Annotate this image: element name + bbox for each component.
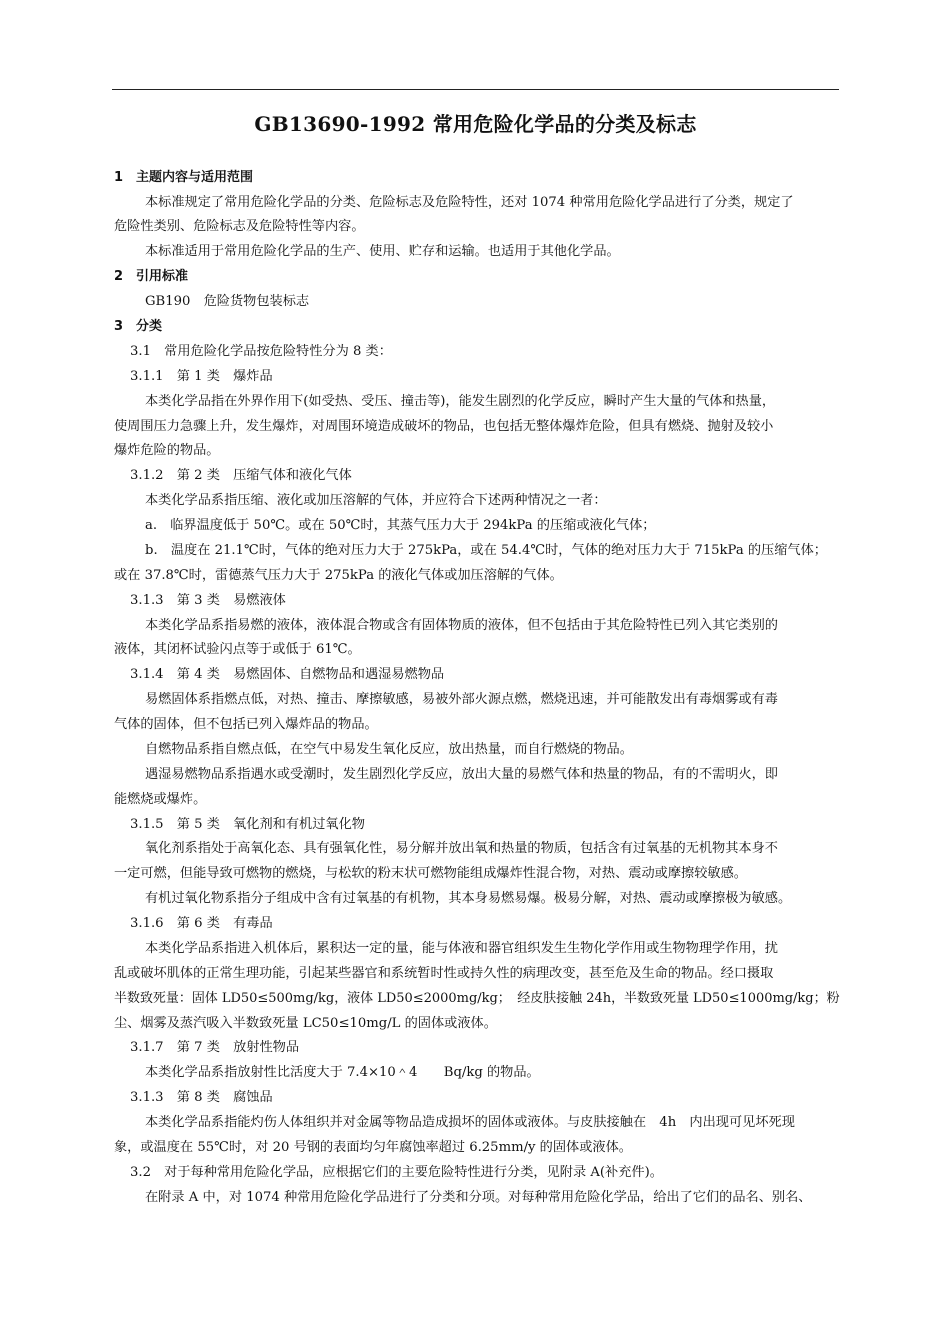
paragraph-line: 半数致死量：固体 LD50≤500mg/kg，液体 LD50≤2000mg/kg； 经皮肤接触 24h，半数致死量 LD50≤1000mg/kg；粉 <box>114 991 840 1006</box>
paragraph-line: 一定可燃，但能导致可燃物的燃烧，与松软的粉末状可燃物能组成爆炸性混合物，对热、震动或摩擦较敏感。 <box>114 866 747 881</box>
paragraph-line: 有机过氧化物系指分子组成中含有过氧基的有机物，其本身易燃易爆。极易分解，对热、震动或摩擦极为敏感。 <box>145 891 792 906</box>
clause-line: 3.2 对于每种常用危险化学品，应根据它们的主要危险特性进行分类，见附录 A(补充件)。 <box>130 1165 663 1180</box>
top-rule <box>112 89 839 90</box>
paragraph-line: 象，或温度在 55℃时，对 20 号钢的表面均匀年腐蚀率超过 6.25mm/y 的固体或液体。 <box>114 1140 632 1155</box>
paragraph-line: 本类化学品系指易燃的液体，液体混合物或含有固体物质的液体，但不包括由于其危险特性已列入其它类别的 <box>145 618 778 633</box>
paragraph-line: 液体，其闭杯试验闪点等于或低于 61℃。 <box>114 642 361 657</box>
paragraph-line: 本标准适用于常用危险化学品的生产、使用、贮存和运输。也适用于其他化学品。 <box>145 244 620 259</box>
subclause-heading: 3.1.6 第 6 类 有毒品 <box>130 916 273 931</box>
paragraph-line: 遇湿易燃物品系指遇水或受潮时，发生剧烈化学反应，放出大量的易燃气体和热量的物品，有的不需明火，即 <box>145 767 778 782</box>
subclause-heading: 3.1.4 第 4 类 易燃固体、自燃物品和遇湿易燃物品 <box>130 667 445 682</box>
paragraph-line: 危险性类别、危险标志及危险特性等内容。 <box>114 219 365 234</box>
subclause-heading: 3.1.3 第 3 类 易燃液体 <box>130 593 286 608</box>
paragraph-line: 本类化学品系指压缩、液化或加压溶解的气体，并应符合下述两种情况之一者： <box>145 493 607 508</box>
section-heading: 3 分类 <box>114 319 163 334</box>
paragraph-line: 尘、烟雾及蒸汽吸入半数致死量 LC50≤10mg/L 的固体或液体。 <box>114 1016 497 1031</box>
paragraph-line: 本类化学品系指能灼伤人体组织并对金属等物品造成损坏的固体或液体。与皮肤接触在 4h 内出现可见坏死现 <box>145 1115 795 1130</box>
subclause-heading: 3.1.2 第 2 类 压缩气体和液化气体 <box>130 468 352 483</box>
paragraph-line: 本类化学品系指进入机体后，累积达一定的量，能与体液和器官组织发生生物化学作用或生物物理学作用，扰 <box>145 941 778 956</box>
subclause-heading: 3.1.7 第 7 类 放射性物品 <box>130 1040 300 1055</box>
paragraph-line: 本标准规定了常用危险化学品的分类、危险标志及危险特性，还对 1074 种常用危险化学品进行了分类，规定了 <box>145 195 794 210</box>
subclause-heading: 3.1.1 第 1 类 爆炸品 <box>130 369 273 384</box>
paragraph-line: 在附录 A 中，对 1074 种常用危险化学品进行了分类和分项。对每种常用危险化学品，给出了它们的品名、别名、 <box>145 1190 812 1205</box>
clause-line: 3.1 常用危险化学品按危险特性分为 8 类： <box>130 344 392 359</box>
subclause-heading: 3.1.5 第 5 类 氧化剂和有机过氧化物 <box>130 817 365 832</box>
paragraph-line: 能燃烧或爆炸。 <box>114 792 207 807</box>
paragraph-line: 使周围压力急骤上升，发生爆炸，对周围环境造成破坏的物品，也包括无整体爆炸危险，但具有燃烧、抛射及较小 <box>114 419 774 434</box>
document-title: GB13690-1992 常用危险化学品的分类及标志 <box>254 112 697 136</box>
paragraph-line: 氧化剂系指处于高氧化态、具有强氧化性，易分解并放出氧和热量的物质，包括含有过氧基的无机物其本身不 <box>145 841 778 856</box>
paragraph-line: 乱或破坏肌体的正常生理功能，引起某些器官和系统暂时性或持久性的病理改变，甚至危及生命的物品。经口摄取 <box>114 966 774 981</box>
paragraph-line: 自燃物品系指自燃点低，在空气中易发生氧化反应，放出热量，而自行燃烧的物品。 <box>145 742 633 757</box>
paragraph-line: 或在 37.8℃时，雷德蒸气压力大于 275kPa 的液化气体或加压溶解的气体。 <box>114 568 563 583</box>
paragraph-line: 爆炸危险的物品。 <box>114 443 220 458</box>
list-item-a: a. 临界温度低于 50℃。或在 50℃时，其蒸气压力大于 294kPa 的压缩或液化气体； <box>145 518 656 533</box>
subclause-heading: 3.1.3 第 8 类 腐蚀品 <box>130 1090 273 1105</box>
paragraph-line: 本类化学品指在外界作用下(如受热、受压、撞击等)，能发生剧烈的化学反应，瞬时产生大量的气体和热量， <box>145 394 776 409</box>
list-item-b: b. 温度在 21.1℃时，气体的绝对压力大于 275kPa，或在 54.4℃时，气体的绝对压力大于 715kPa 的压缩气体； <box>145 543 827 558</box>
reference-line: GB190 危险货物包装标志 <box>145 294 310 309</box>
section-heading: 2 引用标准 <box>114 269 189 284</box>
paragraph-line: 本类化学品系指放射性比活度大于 7.4×10＾4 Bq/kg 的物品。 <box>145 1065 540 1080</box>
paragraph-line: 易燃固体系指燃点低，对热、撞击、摩擦敏感，易被外部火源点燃，燃烧迅速，并可能散发出有毒烟雾或有毒 <box>145 692 778 707</box>
section-heading: 1 主题内容与适用范围 <box>114 170 254 185</box>
paragraph-line: 气体的固体，但不包括已列入爆炸品的物品。 <box>114 717 378 732</box>
